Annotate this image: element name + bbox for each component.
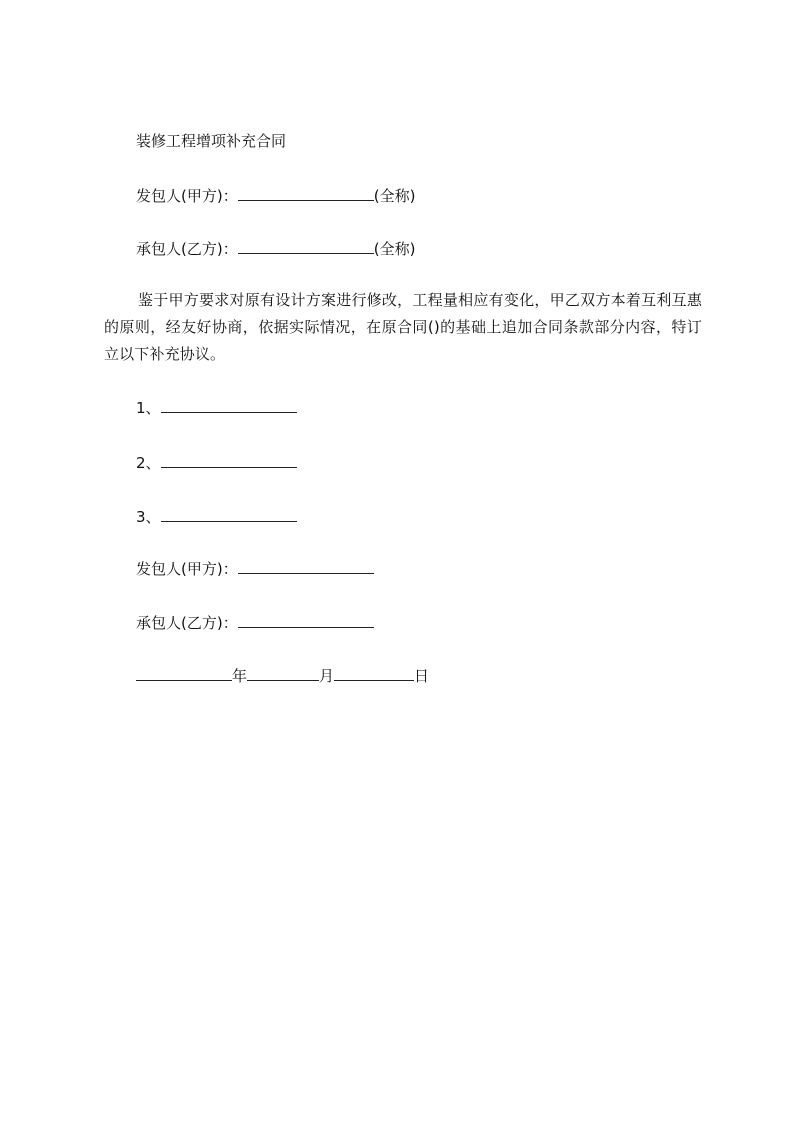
party-a-suffix: (全称): [373, 187, 416, 205]
clause-number: 2、: [136, 454, 161, 472]
clause-blank[interactable]: [161, 507, 297, 522]
clause-blank[interactable]: [161, 398, 297, 413]
party-b-line: [136, 239, 415, 258]
signature-party-b-blank[interactable]: [238, 613, 374, 628]
clause-item-3: [136, 507, 297, 526]
signature-party-a-label: 发包人(甲方)：: [136, 560, 238, 578]
month-blank[interactable]: [247, 666, 319, 681]
body-paragraph: 鉴于甲方要求对原有设计方案进行修改，工程量相应有变化，甲乙双方本着互利互惠的原则，经友好协商，依据实际情况，在原合同()的基础上追加合同条款部分内容，特订立以下补充协议。: [104, 291, 702, 363]
party-a-name-blank[interactable]: [238, 186, 374, 201]
signature-party-b-label: 承包人(乙方)：: [136, 614, 238, 632]
clause-blank[interactable]: [161, 453, 297, 468]
document-title: 装修工程增项补充合同: [136, 132, 287, 150]
clause-number: 3、: [136, 508, 161, 526]
clause-number: 1、: [136, 399, 161, 417]
clause-item-2: [136, 453, 297, 472]
day-blank[interactable]: [334, 666, 414, 681]
party-b-name-blank[interactable]: [238, 239, 374, 254]
party-b-label: 承包人(乙方)：: [136, 240, 238, 258]
day-label: 日: [414, 667, 430, 685]
year-label: 年: [232, 667, 248, 685]
party-a-label: 发包人(甲方)：: [136, 187, 238, 205]
signature-party-a: [136, 559, 374, 578]
month-label: 月: [319, 667, 335, 685]
signature-party-a-blank[interactable]: [238, 559, 374, 574]
party-a-line: [136, 186, 415, 205]
date-line: [136, 666, 429, 685]
party-b-suffix: (全称): [373, 240, 416, 258]
clause-item-1: [136, 398, 297, 417]
signature-party-b: [136, 613, 374, 632]
year-blank[interactable]: [136, 666, 232, 681]
